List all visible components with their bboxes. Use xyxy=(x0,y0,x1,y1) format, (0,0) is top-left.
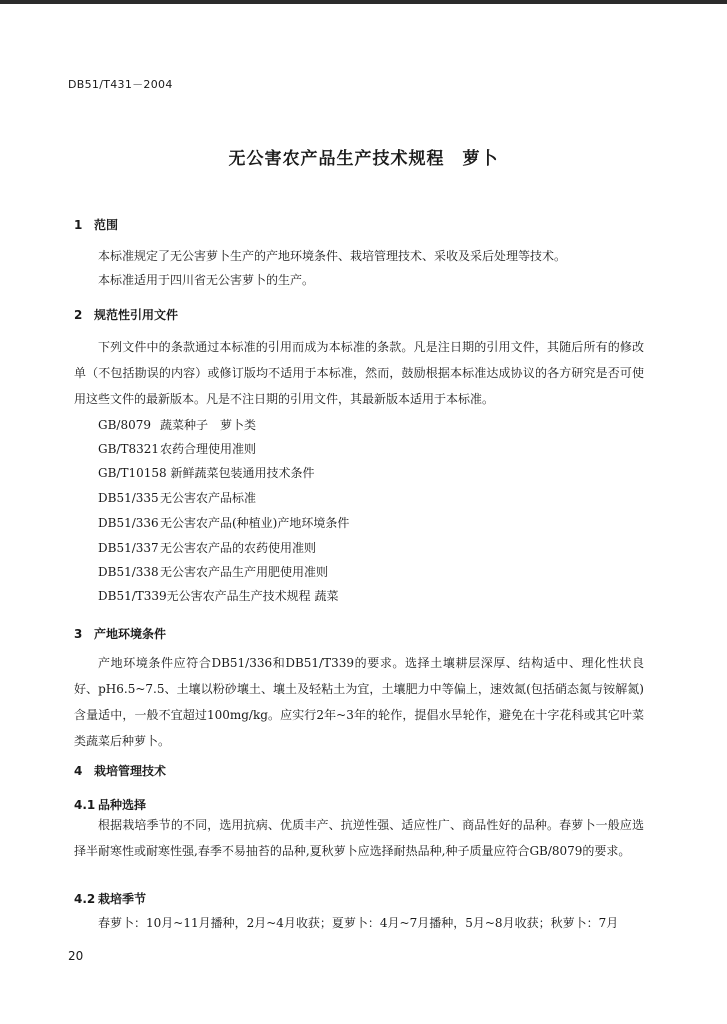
reference-title: 无公害农产品生产用肥使用准则 xyxy=(160,565,329,579)
reference-item xyxy=(98,440,256,457)
reference-item xyxy=(98,563,328,580)
reference-item xyxy=(98,489,256,506)
section-3-paragraph: 产地环境条件应符合DB51/336和DB51/T339的要求。选择土壤耕层深厚、结构适中、理化性状良好、pH6.5~7.5、土壤以粉砂壤土、壤土及轻粘土为宜，土壤肥力中等偏上，速效氮(包括硝态氮与铵解氮)含量适中，一般不宜超过100mg/kg。应实行2年~3年的轮作，提倡水旱轮作，避免在十字花科或其它叶菜类蔬菜后种萝卜。 xyxy=(74,656,644,748)
reference-title: 新鲜蔬菜包装通用技术条件 xyxy=(170,466,315,480)
section-title: 范围 xyxy=(94,218,119,232)
section-4-heading xyxy=(74,762,166,779)
section-number: 3 xyxy=(74,627,83,641)
reference-title: 农药合理使用准则 xyxy=(160,442,257,456)
subsection-number: 4.2 xyxy=(74,892,96,906)
reference-item xyxy=(98,464,314,481)
page-number: 20 xyxy=(68,949,84,963)
section-1-line-1: 本标准规定了无公害萝卜生产的产地环境条件、栽培管理技术、采收及采后处理等技术。 xyxy=(98,249,567,263)
section-3-heading xyxy=(74,625,166,642)
subsection-title: 品种选择 xyxy=(98,798,147,812)
reference-item xyxy=(98,514,349,531)
reference-code: DB51/335 xyxy=(98,491,159,505)
section-title: 栽培管理技术 xyxy=(94,764,167,778)
reference-code: GB/8079 xyxy=(98,418,151,432)
subsection-4-2-paragraph: 春萝卜：10月~11月播种，2月~4月收获；夏萝卜：4月~7月播种，5月~8月收获；秋萝卜：7月 xyxy=(98,916,619,930)
section-title: 产地环境条件 xyxy=(94,627,167,641)
section-2-intro-paragraph: 下列文件中的条款通过本标准的引用而成为本标准的条款。凡是注日期的引用文件，其随后所有的修改单（不包括勘误的内容）或修订版均不适用于本标准，然而，鼓励根据本标准达成协议的各方研究是否可使用这些文件的最新版本。凡是不注日期的引用文件，其最新版本适用于本标准。 xyxy=(74,340,644,406)
section-number: 2 xyxy=(74,308,83,322)
scan-top-edge xyxy=(0,0,727,4)
subsection-4-1-paragraph: 根据栽培季节的不同，选用抗病、优质丰产、抗逆性强、适应性广、商品性好的品种。春萝卜一般应选择半耐寒性或耐寒性强,春季不易抽苔的品种,夏秋萝卜应选择耐热品种,种子质量应符合GB/8079的要求。 xyxy=(74,818,644,858)
document-title xyxy=(0,144,727,169)
section-number: 4 xyxy=(74,764,83,778)
section-1-line-2: 本标准适用于四川省无公害萝卜的生产。 xyxy=(98,273,315,287)
document-code: DB51/T431－2004 xyxy=(68,78,173,91)
title-main: 无公害农产品生产技术规程 xyxy=(228,149,445,169)
reference-code: GB/T8321 xyxy=(98,442,159,456)
reference-item xyxy=(98,587,339,604)
subsection-number: 4.1 xyxy=(74,798,96,812)
reference-title: 无公害农产品生产技术规程 蔬菜 xyxy=(166,589,339,603)
reference-title: 蔬菜种子 萝卜类 xyxy=(160,418,257,432)
reference-code: DB51/337 xyxy=(98,541,159,555)
subsection-4-2-heading xyxy=(74,890,146,907)
reference-item xyxy=(98,539,316,556)
section-1-heading xyxy=(74,216,118,233)
title-sub: 萝卜 xyxy=(462,149,499,169)
subsection-title: 栽培季节 xyxy=(98,892,147,906)
reference-title: 无公害农产品标准 xyxy=(160,491,257,505)
reference-code: GB/T10158 xyxy=(98,466,167,480)
reference-item xyxy=(98,416,256,433)
reference-code: DB51/338 xyxy=(98,565,159,579)
section-2-heading xyxy=(74,306,178,323)
reference-title: 无公害农产品(种植业)产地环境条件 xyxy=(160,516,350,530)
section-number: 1 xyxy=(74,218,83,232)
section-title: 规范性引用文件 xyxy=(94,308,179,322)
reference-code: DB51/T339 xyxy=(98,589,167,603)
reference-title: 无公害农产品的农药使用准则 xyxy=(160,541,317,555)
subsection-4-1-heading xyxy=(74,796,146,813)
reference-code: DB51/336 xyxy=(98,516,159,530)
